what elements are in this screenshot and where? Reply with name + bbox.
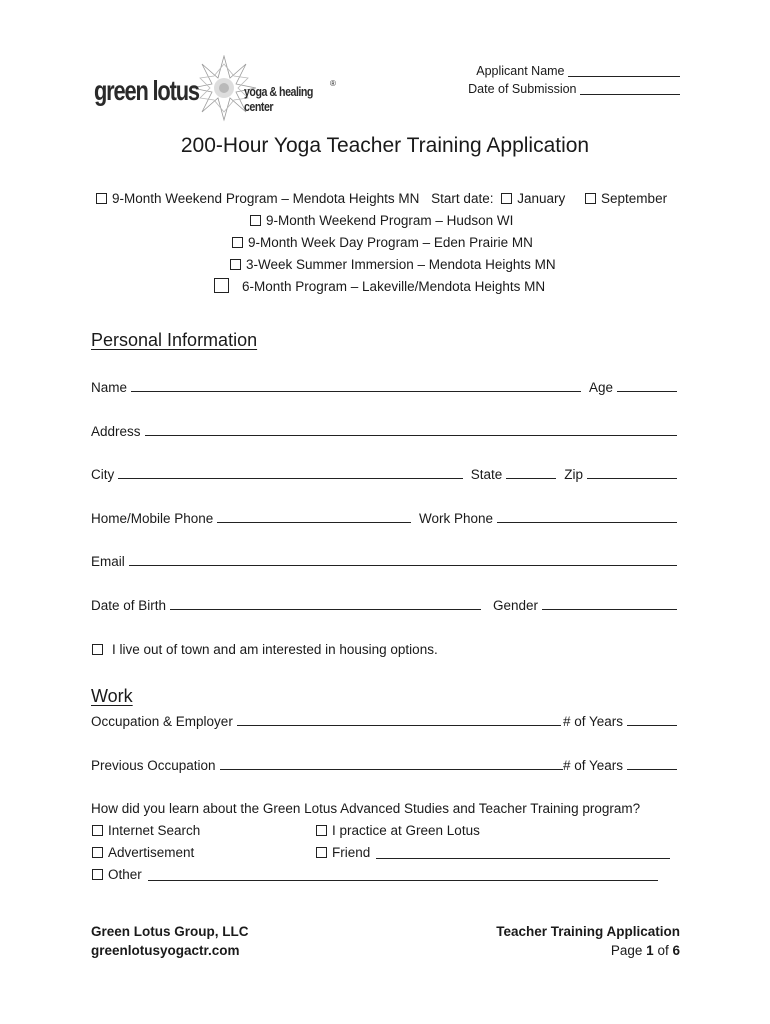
date-submission-field[interactable] <box>580 82 680 95</box>
previous-occupation-label: Previous Occupation <box>91 758 216 773</box>
internet-label: Internet Search <box>108 823 201 838</box>
years-1-field[interactable] <box>627 724 677 726</box>
logo <box>92 55 342 125</box>
applicant-name-row <box>476 64 680 78</box>
home-phone-label: Home/Mobile Phone <box>91 511 214 526</box>
start-january-checkbox[interactable] <box>501 193 512 204</box>
state-field[interactable] <box>506 477 556 479</box>
other-field[interactable] <box>148 868 658 881</box>
date-submission-label: Date of Submission <box>468 82 577 96</box>
program-3-label: 9-Month Week Day Program – Eden Prairie MN <box>248 235 533 250</box>
program-1-label: 9-Month Weekend Program – Mendota Heights MN <box>112 191 420 206</box>
referral-ad <box>92 845 194 860</box>
logo-tagline: yoga & healing center <box>244 84 313 114</box>
occupation-field[interactable] <box>237 724 561 726</box>
referral-question: How did you learn about the Green Lotus Advanced Studies and Teacher Training program? <box>91 801 641 816</box>
age-label: Age <box>588 380 613 395</box>
program-5-label: 6-Month Program – Lakeville/Mendota Heights MN <box>242 279 546 294</box>
advertisement-checkbox[interactable] <box>92 847 103 858</box>
previous-occupation-field[interactable] <box>220 768 563 770</box>
email-field[interactable] <box>129 564 677 566</box>
advertisement-label: Advertisement <box>108 845 195 860</box>
phone-row <box>91 511 677 526</box>
work-phone-field[interactable] <box>497 521 677 523</box>
housing-checkbox[interactable] <box>92 644 103 655</box>
page-current: 1 <box>646 943 654 958</box>
age-field[interactable] <box>617 390 677 392</box>
referral-practice <box>316 823 480 838</box>
other-checkbox[interactable] <box>92 869 103 880</box>
footer-website: greenlotusyogactr.com <box>91 943 240 958</box>
page-word: Page <box>610 943 643 958</box>
logo-wordmark: green lotus <box>94 75 199 106</box>
years-2-label: # of Years <box>562 758 623 773</box>
footer-page-number <box>611 943 680 958</box>
program-1-checkbox[interactable] <box>96 193 107 204</box>
email-row <box>91 554 677 569</box>
address-field[interactable] <box>145 434 677 436</box>
city-label: City <box>91 467 115 482</box>
program-option-4 <box>230 257 556 272</box>
years-2-field[interactable] <box>627 768 677 770</box>
zip-label: Zip <box>564 467 583 482</box>
program-option-2 <box>250 213 513 228</box>
dob-row <box>91 598 677 613</box>
occupation-label: Occupation & Employer <box>91 714 233 729</box>
date-submission-row <box>468 82 680 96</box>
of-word: of <box>657 943 669 958</box>
home-phone-field[interactable] <box>217 521 411 523</box>
practice-checkbox[interactable] <box>316 825 327 836</box>
program-4-label: 3-Week Summer Immersion – Mendota Heights MN <box>246 257 556 272</box>
occupation-row <box>91 714 677 729</box>
work-heading: Work <box>91 686 133 706</box>
footer-doc-title: Teacher Training Application <box>496 924 680 939</box>
program-5-checkbox[interactable] <box>214 278 229 293</box>
applicant-name-label: Applicant Name <box>476 64 565 78</box>
name-label: Name <box>91 380 128 395</box>
dob-label: Date of Birth <box>91 598 167 613</box>
address-label: Address <box>91 424 141 439</box>
gender-field[interactable] <box>542 608 677 610</box>
work-phone-label: Work Phone <box>418 511 493 526</box>
other-label: Other <box>108 867 142 882</box>
referral-other <box>92 867 658 882</box>
start-date-label: Start date: <box>431 191 494 206</box>
previous-occupation-row <box>91 758 677 773</box>
years-1-label: # of Years <box>562 714 623 729</box>
city-field[interactable] <box>118 477 462 479</box>
page-total: 6 <box>672 943 680 958</box>
start-september-checkbox[interactable] <box>585 193 596 204</box>
program-4-checkbox[interactable] <box>230 259 241 270</box>
name-field[interactable] <box>131 390 581 392</box>
start-january-label: January <box>517 191 566 206</box>
address-row <box>91 424 677 439</box>
program-option-1 <box>96 191 667 206</box>
applicant-name-field[interactable] <box>568 64 680 77</box>
program-option-5 <box>214 278 545 294</box>
registered-mark: ® <box>330 79 336 88</box>
personal-info-heading: Personal Information <box>91 330 258 350</box>
referral-internet <box>92 823 200 838</box>
internet-checkbox[interactable] <box>92 825 103 836</box>
friend-checkbox[interactable] <box>316 847 327 858</box>
housing-label: I live out of town and am interested in housing options. <box>112 642 438 657</box>
program-3-checkbox[interactable] <box>232 237 243 248</box>
page-title: 200-Hour Yoga Teacher Training Application <box>180 134 590 157</box>
dob-field[interactable] <box>170 608 481 610</box>
program-2-checkbox[interactable] <box>250 215 261 226</box>
friend-label: Friend <box>332 845 371 860</box>
practice-label: I practice at Green Lotus <box>332 823 480 838</box>
housing-row <box>92 642 438 657</box>
program-option-3 <box>232 235 533 250</box>
start-september-label: September <box>601 191 668 206</box>
referral-friend <box>316 845 670 860</box>
footer-company: Green Lotus Group, LLC <box>91 924 249 939</box>
state-label: State <box>470 467 503 482</box>
name-row <box>91 380 677 395</box>
gender-label: Gender <box>492 598 538 613</box>
email-label: Email <box>91 554 125 569</box>
zip-field[interactable] <box>587 477 677 479</box>
city-row <box>91 467 677 482</box>
program-2-label: 9-Month Weekend Program – Hudson WI <box>266 213 514 228</box>
friend-field[interactable] <box>376 846 670 859</box>
